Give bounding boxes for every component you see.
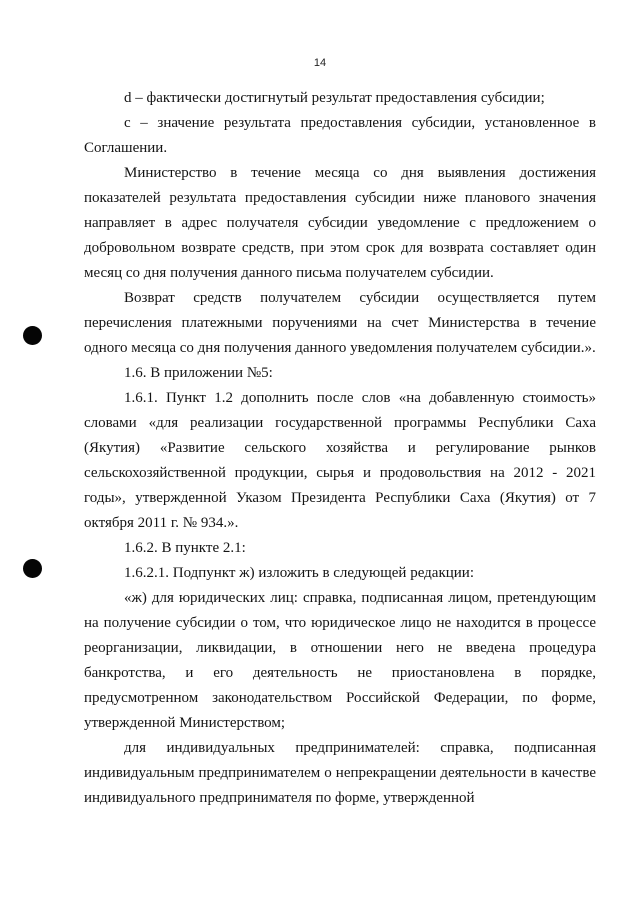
paragraph-d-definition: d – фактически достигнутый результат предоставления субсидии; [124,90,545,106]
page-number: 14 [313,57,327,69]
paragraph-1-6-2-1: 1.6.2.1. Подпункт ж) изложить в следующей редакции: [124,565,474,581]
paragraph-1-6-2: 1.6.2. В пункте 2.1: [124,540,246,556]
binder-hole [23,326,42,345]
paragraph-refund: Возврат средств получателем субсидии осуществляется путем перечисления платежными поручениями на счет Министерства в течение одного месяца со дня получения данного уведомления получателем субсидии.». [84,290,596,356]
paragraph-individual-entrepreneurs: для индивидуальных предпринимателей: справка, подписанная индивидуальным предпринимателем о непрекращении деятельности в качестве индивидуального предпринимателя по форме, утвержденной [84,740,596,806]
paragraph-ministry-notice: Министерство в течение месяца со дня выявления достижения показателей результата предоставления субсидии ниже планового значения направляет в адрес получателя субсидии уведомление с предложением о добровольном возврате средств, при этом срок для возврата составляет один месяц со дня получения данного письма получателем субсидии. [84,165,596,281]
paragraph-1-6-1: 1.6.1. Пункт 1.2 дополнить после слов «на добавленную стоимость» словами «для реализации государственной программы Республики Саха (Якутия) «Развитие сельского хозяйства и регулирование рынков сельскохозяйственной продукции, сырья и продовольствия на 2012 - 2021 годы», утвержденной Указом Президента Республики Саха (Якутия) от 7 октября 2011 г. № 934.». [84,390,596,531]
paragraph-c-definition: с – значение результата предоставления субсидии, установленное в Соглашении. [84,115,596,156]
binder-hole [23,559,42,578]
paragraph-legal-entities: «ж) для юридических лиц: справка, подписанная лицом, претендующим на получение субсидии о том, что юридическое лицо не находится в процессе реорганизации, ликвидации, в отношении него не введена процедура банкротства, и его деятельность не приостановлена в порядке, предусмотренном законодательством Российской Федерации, по форме, утвержденной Министерством; [84,590,596,731]
document-body [84,86,596,811]
paragraph-annex-5: 1.6. В приложении №5: [124,365,273,381]
